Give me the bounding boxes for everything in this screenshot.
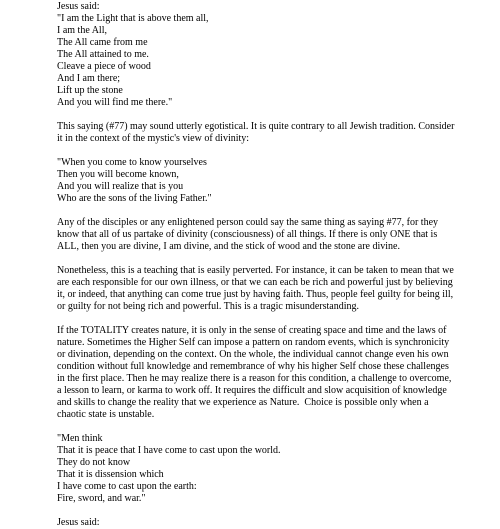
paragraph-perverted [57, 265, 500, 313]
paragraph-line: a lesson to learn, or karma to work off. It requires the difficult and slow acquisition of knowledge [57, 385, 447, 396]
quote-line: I am the All, [57, 25, 107, 36]
quote-line: I have come to cast upon the earth: [57, 481, 197, 492]
quote-know-yourselves [57, 157, 500, 205]
paragraph-divinity [57, 217, 500, 253]
paragraph-gap [57, 145, 500, 157]
paragraph-line: in the first place. Then he may realize there is a reason for this condition, a challenge to overcome, [57, 373, 452, 384]
paragraph-line: chaotic state is unstable. [57, 409, 155, 420]
trailing-text: Jesus said: [57, 517, 100, 528]
quote-line: That it is peace that I have come to cast upon the world. [57, 445, 281, 456]
quote-line: Cleave a piece of wood [57, 61, 151, 72]
paragraph-line: Nonetheless, this is a teaching that is easily perverted. For instance, it can be taken to mean that we [57, 265, 454, 276]
quote-line: "Men think [57, 433, 103, 444]
quote-line: They do not know [57, 457, 131, 468]
paragraph-line: condition without full knowledge and remembrance of why his higher Self chose these challenges [57, 361, 449, 372]
quote-line: "When you come to know yourselves [57, 157, 207, 168]
quote-line: "I am the Light that is above them all, [57, 13, 209, 24]
quote-line: And I am there; [57, 73, 121, 84]
paragraph-line: or divination, depending on the context. On the whole, the individual cannot change even his own [57, 349, 449, 360]
quote-saying-77 [57, 1, 500, 109]
paragraph-line: it in the context of the mystic's view of divinity: [57, 133, 250, 144]
paragraph-line: and skills to change the reality that we experience as Nature. Choice is possible only when a [57, 397, 429, 408]
paragraph-gap [57, 253, 500, 265]
paragraph-line: nature. Sometimes the Higher Self can impose a pattern on random events, which is synchronicity [57, 337, 450, 348]
quote-line: And you will realize that is you [57, 181, 184, 192]
paragraph-line: are each responsible for our own illness, or that we can each be rich and powerful just by believing [57, 277, 453, 288]
trailing-line [57, 517, 500, 529]
quote-line: And you will find me there." [57, 97, 173, 108]
paragraph-line: ALL, then you are divine, I am divine, and the stick of wood and the stone are divine. [57, 241, 400, 252]
quote-line: Then you will become known, [57, 169, 179, 180]
paragraph-line: or guilty for not being rich and powerful. This is a tragic misunderstanding. [57, 301, 359, 312]
paragraph-gap [57, 505, 500, 517]
paragraph-line: know that all of us partake of divinity (consciousness) of all things. If there is only ONE that is [57, 229, 438, 240]
paragraph-gap [57, 109, 500, 121]
quote-line: The All came from me [57, 37, 148, 48]
paragraph-line: This saying (#77) may sound utterly egotistical. It is quite contrary to all Jewish tradition. Consider [57, 121, 455, 132]
quote-line: Fire, sword, and war." [57, 493, 146, 504]
quote-line: The All attained to me. [57, 49, 149, 60]
quote-line: Who are the sons of the living Father." [57, 193, 212, 204]
paragraph-totality [57, 325, 500, 421]
paragraph-gap [57, 205, 500, 217]
paragraph-line: it, or indeed, that anything can come true just by having faith. Thus, people feel guilty for being ill, [57, 289, 454, 300]
paragraph-line: Any of the disciples or any enlightened person could say the same thing as saying #77, for they [57, 217, 439, 228]
paragraph-gap [57, 313, 500, 325]
quote-line: Jesus said: [57, 1, 100, 12]
paragraph-line: If the TOTALITY creates nature, it is only in the sense of creating space and time and the laws of [57, 325, 447, 336]
quote-line: Lift up the stone [57, 85, 123, 96]
quote-line: That it is dissension which [57, 469, 164, 480]
paragraph-gap [57, 421, 500, 433]
paragraph-egotistical [57, 121, 500, 145]
quote-men-think [57, 433, 500, 505]
